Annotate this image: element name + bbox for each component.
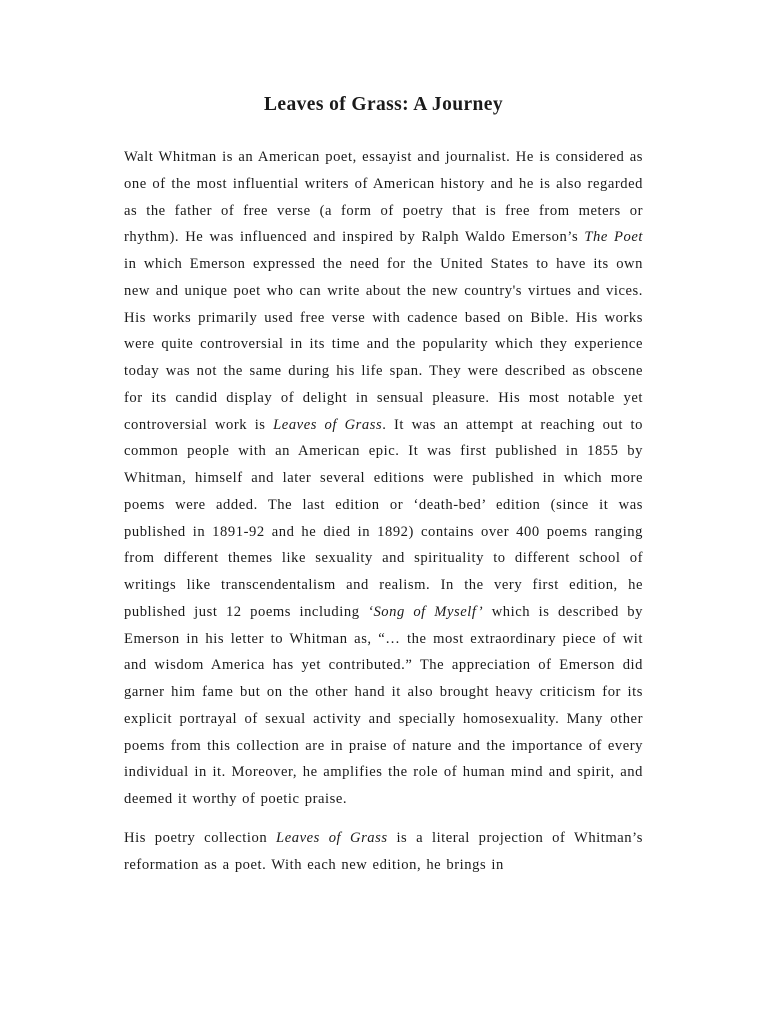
document-page: [124, 92, 643, 878]
paragraph-1-text-3: . It was an attempt at reaching out to common people with an American epic. It was first published in 1855 by Whitman, himself and later several editions were published in which more poems were added. The last edition or ‘death-bed’ edition (since it was published in 1891-92 and he died in 1892) contains over 400 poems ranging from different themes like sexuality and spirituality to different school of writings like transcendentalism and realism. In the very first edition, he published just 12 poems including: [124, 416, 643, 620]
paragraph-1: [124, 144, 643, 813]
italic-title-leaves-of-grass-2: Leaves of Grass: [276, 829, 388, 846]
paragraph-1-text-2: in which Emerson expressed the need for the United States to have its own new and unique poet who can write about the new country's virtues and vices. His works primarily used free verse with cadence based on Bible. His works were quite controversial in its time and the popularity which they experience today was not the same during his life span. They were described as obscene for its candid display of delight in sensual pleasure. His most notable yet controversial work is: [124, 256, 643, 433]
paragraph-1-text-4: which is described by Emerson in his letter to Whitman as, “… the most extraordinary piece of wit and wisdom America has yet contributed.” The appreciation of Emerson did garner him fame but on the other hand it also brought heavy criticism for its explicit portrayal of sexual activity and specially homosexuality. Many other poems from this collection are in praise of nature and the importance of every individual in it. Moreover, he amplifies the role of human mind and spirit, and deemed it worthy of poetic praise.: [124, 603, 643, 807]
italic-title-the-poet: The Poet: [584, 229, 643, 246]
italic-title-leaves-of-grass: Leaves of Grass: [273, 416, 383, 433]
paragraph-2-text-1: His poetry collection: [124, 829, 277, 846]
paragraph-2-text-2: is a literal projection of Whitman’s reformation as a poet. With each new edition, he brings in: [124, 829, 643, 873]
paragraph-1-text-1: Walt Whitman is an American poet, essayist and journalist. He is considered as one of the most influential writers of American history and he is also regarded as the father of free verse (a form of poetry that is free from meters or rhythm). He was influenced and inspired by Ralph Waldo Emerson’s: [124, 149, 643, 246]
document-title: Leaves of Grass: A Journey: [264, 94, 503, 115]
italic-title-song-of-myself: ‘Song of Myself’: [368, 603, 484, 620]
paragraph-2: [124, 825, 643, 879]
